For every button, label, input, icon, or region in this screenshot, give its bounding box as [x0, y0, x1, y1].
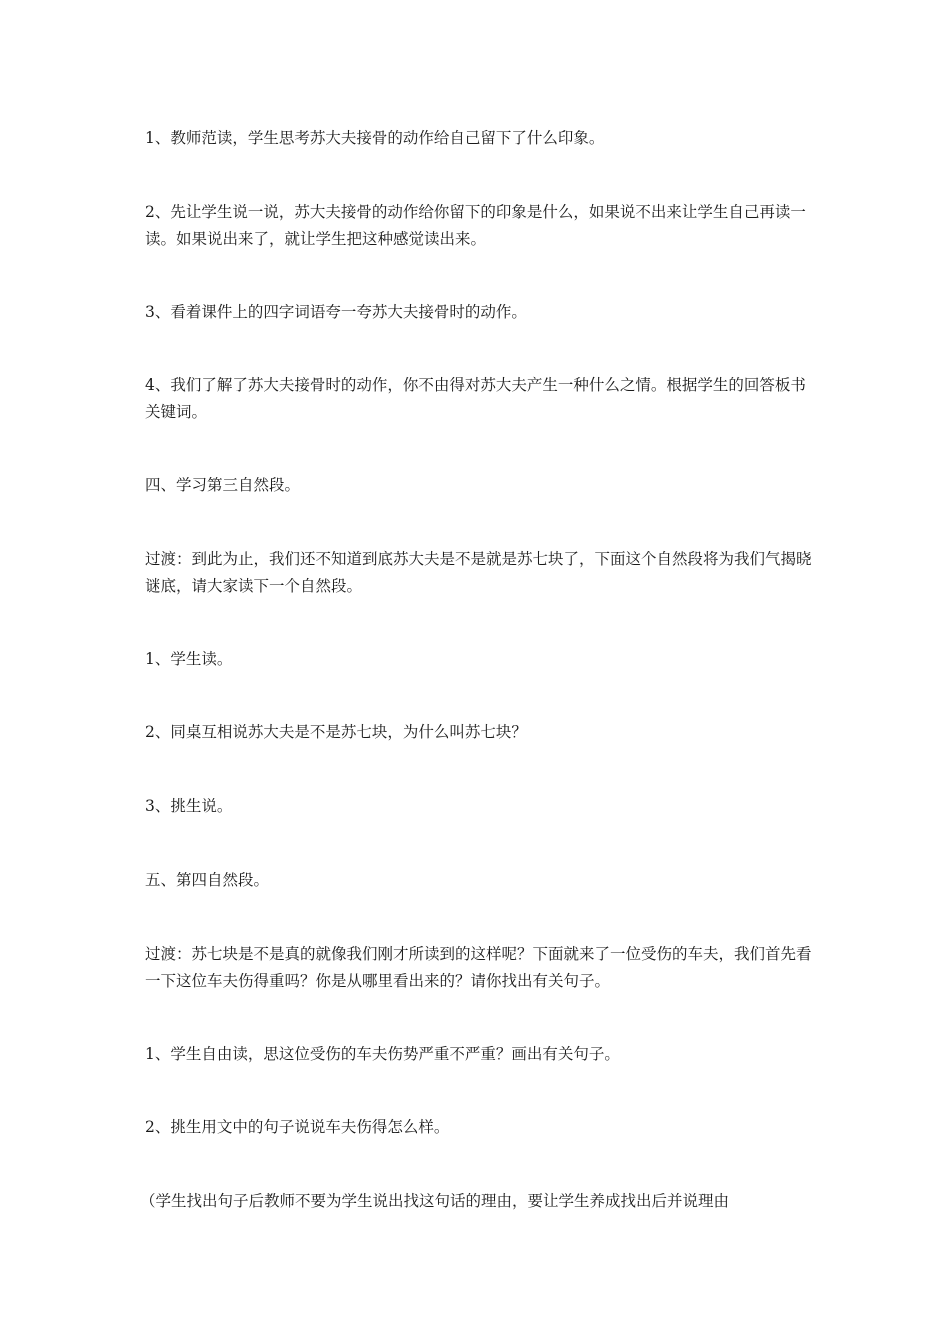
- paragraph-transition-one: 过渡：到此为止，我们还不知道到底苏大夫是不是就是苏七块了，下面这个自然段将为我们气揭晓谜底，请大家读下一个自然段。: [145, 550, 812, 595]
- paragraph-section4-step-1: 1、学生读。: [145, 650, 233, 668]
- paragraph-section5-step-1: 1、学生自由读，思这位受伤的车夫伤势严重不严重？画出有关句子。: [145, 1045, 620, 1063]
- paragraph-step-3-four-character-words: 3、看着课件上的四字词语夸一夸苏大夫接骨时的动作。: [145, 303, 527, 321]
- paragraph-section4-step-2: 2、同桌互相说苏大夫是不是苏七块，为什么叫苏七块？: [145, 723, 527, 741]
- section-heading-five: 五、第四自然段。: [145, 871, 270, 889]
- paragraph-teacher-note: （学生找出句子后教师不要为学生说出找这句话的理由，要让学生养成找出后并说理由: [140, 1192, 730, 1210]
- section-heading-four: 四、学习第三自然段。: [145, 476, 301, 494]
- paragraph-step-2-student-impression: 2、先让学生说一说，苏大夫接骨的动作给你留下的印象是什么，如果说不出来让学生自己再读一读。如果说出来了，就让学生把这种感觉读出来。: [145, 203, 806, 248]
- paragraph-step-4-feelings: 4、我们了解了苏大夫接骨时的动作，你不由得对苏大夫产生一种什么之情。根据学生的回答板书关键词。: [145, 376, 806, 421]
- paragraph-section5-step-2: 2、挑生用文中的句子说说车夫伤得怎么样。: [145, 1118, 450, 1136]
- paragraph-step-1-teacher-reading: 1、教师范读，学生思考苏大夫接骨的动作给自己留下了什么印象。: [145, 129, 605, 147]
- paragraph-section4-step-3: 3、挑生说。: [145, 797, 233, 815]
- paragraph-transition-two: 过渡：苏七块是不是真的就像我们刚才所读到的这样呢？下面就来了一位受伤的车夫，我们首先看一下这位车夫伤得重吗？你是从哪里看出来的？请你找出有关句子。: [145, 945, 812, 990]
